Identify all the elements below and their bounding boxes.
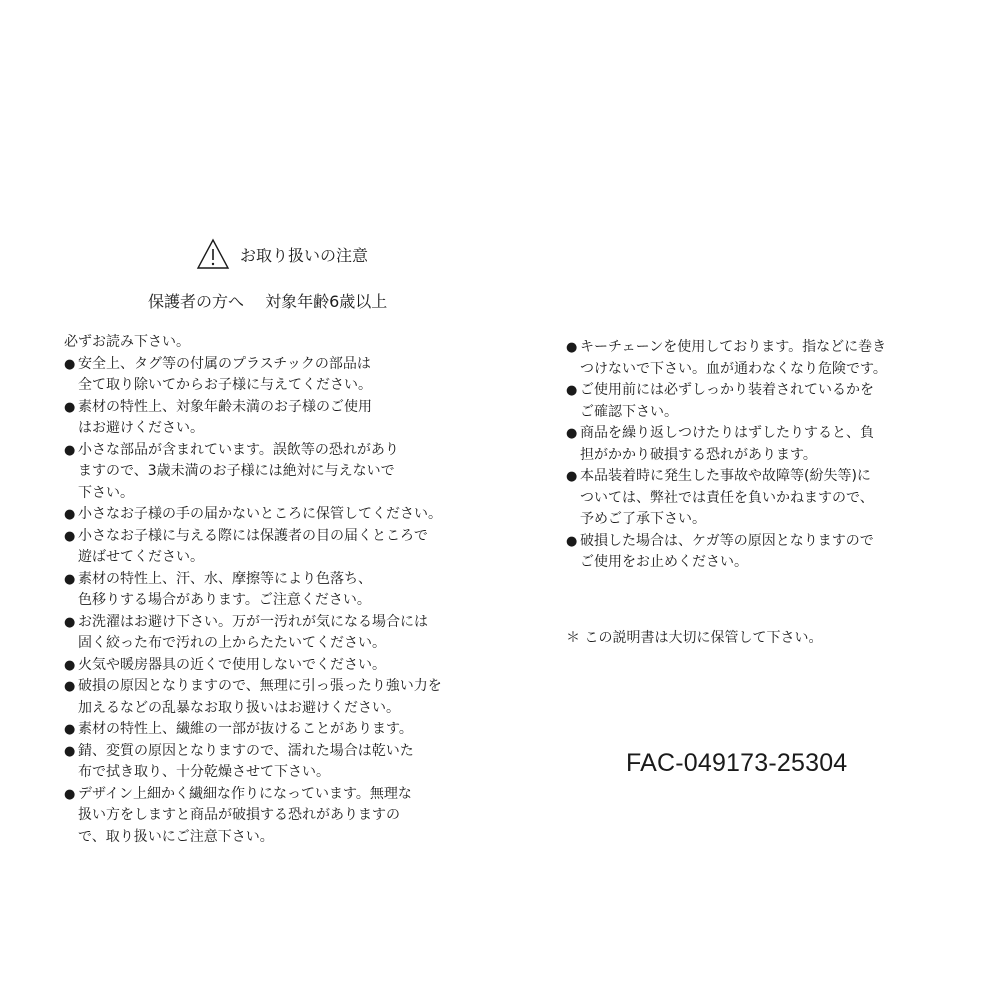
- caution-text: 錆、変質の原因となりますので、濡れた場合は乾いた: [78, 742, 414, 759]
- caution-text: ついては、弊社では責任を負いかねますので、: [580, 489, 874, 506]
- caution-item-line: [64, 547, 484, 569]
- caution-item: [64, 655, 484, 677]
- caution-item-line: [64, 418, 484, 440]
- caution-text: 全て取り除いてからお子様に与えてください。: [78, 377, 372, 393]
- caution-text: ご使用をお止めください。: [580, 554, 748, 570]
- caution-item: [64, 354, 484, 397]
- caution-item: [566, 531, 986, 574]
- caution-item-line: [566, 445, 986, 467]
- caution-text: デザイン上細かく繊細な作りになっています。無理な: [78, 785, 412, 802]
- caution-item: [64, 569, 484, 612]
- caution-text: 小さなお子様に与える際には保護者の目の届くところで: [78, 527, 428, 544]
- left-caution-list: [64, 332, 484, 848]
- caution-item-line-first: [64, 719, 484, 741]
- caution-item-line-first: [64, 440, 484, 462]
- read-notice: 必ずお読み下さい。: [64, 334, 190, 350]
- caution-item-line: [64, 590, 484, 612]
- caution-item: [64, 741, 484, 784]
- caution-text: 素材の特性上、汗、水、摩擦等により色落ち、: [78, 570, 372, 587]
- caution-item: [64, 784, 484, 849]
- caution-item-line: [64, 633, 484, 655]
- bullet-icon: ●: [566, 426, 578, 441]
- caution-item-line: [566, 488, 986, 510]
- caution-text: 固く絞った布で汚れの上からたたいてください。: [78, 635, 386, 651]
- caution-item: [566, 380, 986, 423]
- caution-text: 小さな部品が含まれています。誤飲等の恐れがあり: [78, 441, 399, 458]
- bullet-icon: ●: [64, 442, 76, 458]
- caution-text: 破損の原因となりますので、無理に引っ張ったり強い力を: [78, 678, 442, 694]
- caution-text: つけないで下さい。血が通わなくなり危険です。: [580, 360, 887, 377]
- caution-item-line-first: [566, 531, 986, 553]
- caution-item-line-first: [64, 784, 484, 806]
- bullet-icon: ●: [64, 722, 76, 737]
- caution-item: [566, 423, 986, 466]
- caution-text: 破損した場合は、ケガ等の原因となりますので: [580, 532, 874, 549]
- caution-item-line-first: [64, 526, 484, 548]
- bullet-icon: ●: [64, 614, 76, 630]
- caution-text: 扱い方をしますと商品が破損する恐れがありますの: [78, 807, 400, 823]
- caution-item: [64, 397, 484, 440]
- caution-text: で、取り扱いにご注意下さい。: [78, 828, 274, 845]
- bullet-icon: ●: [64, 743, 76, 759]
- caution-item: [566, 337, 986, 380]
- caution-item-line-first: [64, 655, 484, 677]
- caution-text: お洗濯はお避け下さい。万が一汚れが気になる場合には: [78, 613, 428, 630]
- caution-text: 素材の特性上、対象年齢未満のお子様のご使用: [78, 398, 372, 415]
- caution-item-line: [566, 402, 986, 424]
- bullet-icon: ●: [566, 383, 578, 398]
- caution-text: 安全上、タグ等の付属のプラスチックの部品は: [78, 355, 371, 372]
- caution-item-line: [64, 461, 484, 483]
- bullet-icon: ●: [64, 356, 76, 372]
- caution-item-line-first: [64, 741, 484, 763]
- keep-manual-note: ＊ この説明書は大切に保管して下さい。: [566, 630, 823, 646]
- caution-item-line: [64, 762, 484, 784]
- caution-text: 小さなお子様の手の届かないところに保管してください。: [78, 506, 442, 522]
- bullet-icon: ●: [566, 340, 578, 355]
- caution-item-line: [64, 827, 484, 849]
- caution-item: [64, 719, 484, 741]
- caution-item-line: [566, 509, 986, 531]
- caution-item-line: [64, 483, 484, 505]
- caution-item-line-first: [566, 337, 986, 359]
- caution-text: はお避けください。: [78, 420, 204, 436]
- bullet-icon: ●: [64, 679, 76, 694]
- caution-text: 下さい。: [78, 484, 134, 501]
- caution-text: 本品装着時に発生した事故や故障等(紛失等)に: [580, 468, 871, 484]
- caution-text: 遊ばせてください。: [78, 549, 204, 565]
- caution-text: 担がかかり破損する恐れがあります。: [580, 446, 817, 463]
- caution-text: ご使用前には必ずしっかり装着されているかを: [580, 382, 874, 398]
- caution-item-line: [566, 359, 986, 381]
- caution-title-text: お取り扱いの注意: [240, 245, 369, 265]
- caution-item: [64, 676, 484, 719]
- caution-text: 火気や暖房器具の近くで使用しないでください。: [78, 656, 386, 673]
- right-caution-list: [566, 337, 986, 574]
- bullet-icon: ●: [566, 469, 578, 484]
- bullet-icon: ●: [64, 399, 76, 415]
- caution-item-line-first: [64, 397, 484, 419]
- bullet-icon: ●: [64, 571, 76, 587]
- caution-title: [196, 234, 368, 274]
- bullet-icon: ●: [566, 533, 578, 549]
- caution-item-line-first: [64, 569, 484, 591]
- caution-item: [64, 526, 484, 569]
- product-code: FAC-049173-25304: [626, 749, 848, 777]
- caution-item-line: [64, 805, 484, 827]
- caution-item-line-first: [64, 676, 484, 698]
- bullet-icon: ●: [64, 507, 76, 522]
- caution-item: [64, 504, 484, 526]
- caution-item-line-first: [566, 466, 986, 488]
- caution-text: ご確認下さい。: [580, 403, 678, 420]
- bullet-icon: ●: [64, 657, 76, 673]
- caution-text: 布で拭き取り、十分乾燥させて下さい。: [78, 764, 330, 780]
- caution-item-line-first: [64, 354, 484, 376]
- caution-item-line: [64, 698, 484, 720]
- caution-text: ますので、3歳未満のお子様には絶対に与えないで: [78, 463, 395, 479]
- bullet-icon: ●: [64, 786, 76, 802]
- caution-text: 色移りする場合があります。ご注意ください。: [78, 592, 371, 608]
- caution-item: [64, 612, 484, 655]
- caution-item-line-first: [64, 504, 484, 526]
- bullet-icon: ●: [64, 528, 76, 544]
- caution-text: 加えるなどの乱暴なお取り扱いはお避けください。: [78, 699, 400, 716]
- caution-item-line-first: [64, 612, 484, 634]
- caution-item: [566, 466, 986, 531]
- caution-text: 商品を繰り返しつけたりはずしたりすると、負: [580, 425, 874, 441]
- caution-text: 素材の特性上、繊維の一部が抜けることがあります。: [78, 721, 413, 737]
- guardian-age-notice: 保護者の方へ 対象年齢6歳以上: [148, 292, 388, 311]
- caution-item-line: [566, 552, 986, 574]
- caution-item-line: [64, 375, 484, 397]
- caution-item-line-first: [566, 380, 986, 402]
- caution-text: キーチェーンを使用しております。指などに巻き: [580, 339, 887, 355]
- warning-triangle-icon: [196, 238, 230, 270]
- caution-item: [64, 440, 484, 505]
- caution-text: 予めご了承下さい。: [580, 511, 706, 527]
- caution-item-line-first: [566, 423, 986, 445]
